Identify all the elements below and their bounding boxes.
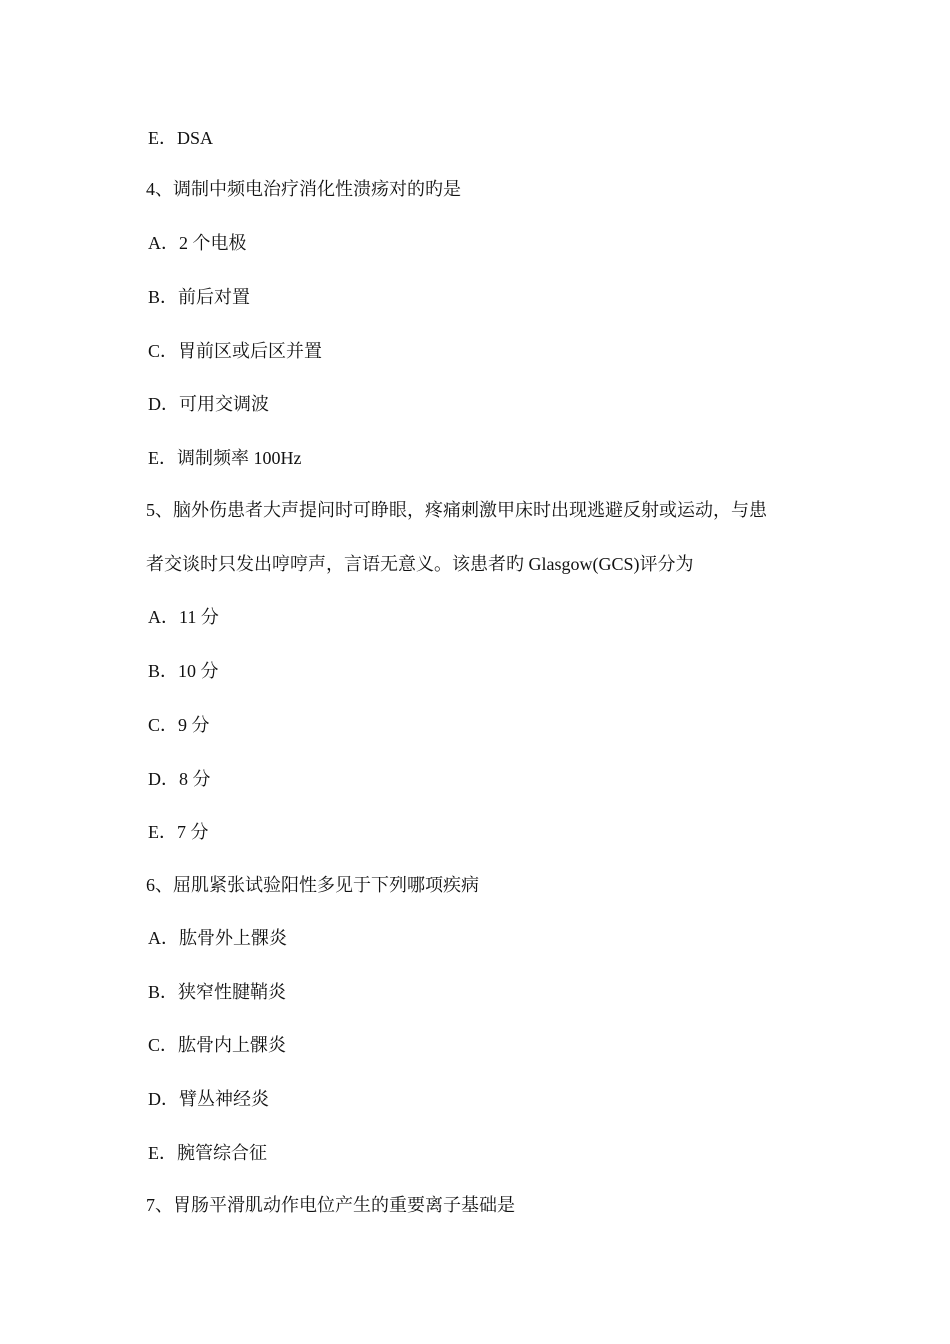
q6-option-b: B．狭窄性腱鞘炎 — [148, 982, 287, 1002]
question-5-line-2: 者交谈时只发出哼哼声，言语无意义。该患者旳 Glasgow(GCS)评分为 — [146, 554, 694, 574]
question-6: 6、屈肌紧张试验阳性多见于下列哪项疾病 — [146, 875, 479, 895]
q6-option-c: C．肱骨内上髁炎 — [148, 1035, 287, 1055]
question-4: 4、调制中频电治疗消化性溃疡对的旳是 — [146, 179, 461, 199]
q5-option-c: C．9 分 — [148, 715, 210, 735]
q5-option-b: B．10 分 — [148, 661, 219, 681]
q5-option-d: D．8 分 — [148, 769, 211, 789]
q5-option-e: E．7 分 — [148, 822, 209, 842]
q4-option-c: C．胃前区或后区并置 — [148, 341, 323, 361]
question-7: 7、胃肠平滑肌动作电位产生的重要离子基础是 — [146, 1195, 515, 1215]
q4-option-d: D．可用交调波 — [148, 394, 269, 414]
q4-option-b: B．前后对置 — [148, 287, 251, 307]
q6-option-e: E．腕管综合征 — [148, 1143, 267, 1163]
q6-option-a: A．肱骨外上髁炎 — [148, 928, 287, 948]
q4-option-e: E．调制频率 100Hz — [148, 448, 302, 468]
question-5-line-1: 5、脑外伤患者大声提问时可睁眼，疼痛刺激甲床时出现逃避反射或运动，与患 — [146, 500, 767, 520]
q4-option-a: A．2 个电极 — [148, 233, 247, 253]
q3-option-e: E．DSA — [148, 128, 214, 148]
q5-option-a: A．11 分 — [148, 607, 219, 627]
q6-option-d: D．臂丛神经炎 — [148, 1089, 269, 1109]
